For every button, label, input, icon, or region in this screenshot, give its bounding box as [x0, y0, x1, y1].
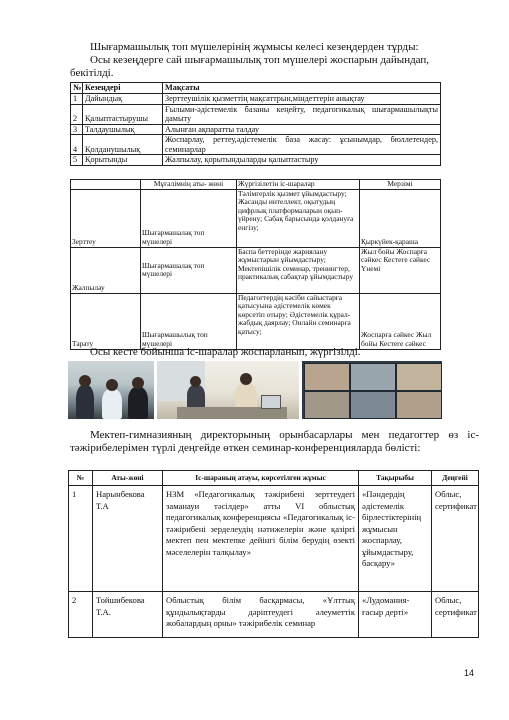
event-activities: Педагогтердің кәсіби сайыстарға қатысуына әдістемелік көмек көрсетіп отыру; Әдістемелік құрал- жабдық даярлау; Онлайн семинарға қатысу; — [237, 293, 360, 349]
events-table — [70, 179, 441, 350]
event-term: Қыркүйек-қараша — [360, 189, 441, 247]
table-row — [71, 104, 441, 124]
stages-header-stage: Кезеңдері — [83, 83, 163, 94]
event-activities: Тәлімгерлік қызмет ұйымдастыру; Жасанды интеллект, оқытудың цифрлық платформаларын оқып-үйрену; Сабақ барысында қолдануға енгізу; — [237, 189, 360, 247]
stage-name: Қорытынды — [83, 155, 163, 166]
stage-goal: Алынған ақпаратты талдау — [163, 124, 441, 135]
seminars-table — [68, 470, 479, 638]
photo-video-call — [302, 361, 442, 419]
seminar-level: Облыс, сертификат — [432, 486, 479, 592]
after-table-text: Осы кесте бойынша іс-шаралар жоспарланып, жүргізілді. — [90, 346, 361, 358]
stage-name: Талдаушылық — [83, 124, 163, 135]
seminar-level: Облыс, сертификат — [432, 592, 479, 638]
stage-num: 5 — [71, 155, 83, 166]
event-term: Жыл бойы Жоспарға сәйкес Кестеге сәйкес Үнемі — [360, 247, 441, 293]
stages-header-row — [71, 83, 441, 94]
seminar-topic: «Лудомания-ғасыр дерті» — [359, 592, 432, 638]
intro-line-1: Шығармашылық топ мүшелерінің жұмысы келесі кезеңдерден тұрды: — [90, 41, 419, 53]
page-number: 14 — [464, 668, 475, 678]
stage-goal: Жалпылау, қорытындыларды қалыптастыру — [163, 155, 441, 166]
table-row — [71, 124, 441, 135]
stage-goal: Ғылыми-әдістемелік базаны кеңейту, педагогикалық шығармашылықты дамыту — [163, 104, 441, 124]
seminar-num: 1 — [69, 486, 93, 592]
event-stage: Жалпылау — [71, 247, 141, 293]
stage-goal: Жоспарлау, реттеу,әдістемелік база жасау: ұсынымдар, бюллетендер, семинарлар — [163, 135, 441, 155]
events-header-row — [71, 180, 441, 190]
seminar-event: НЗМ «Педагогикалық тәжірибені зерттеудегі заманауи тәсілдер» атты VI облыстық педагогикалық конференциясы «Педагогикалық іс-тәжірибені зерделеудің нәтижелерін және қазіргі мектеп пен мектепке дейінгі білім берудің өзекті мәселелерін талқылау» — [163, 486, 359, 592]
event-teacher: Шығармашалақ топ мүшелері — [141, 189, 237, 247]
photo-strip — [68, 361, 443, 419]
event-teacher: Шығармашылық топ мүшелері — [141, 293, 237, 349]
stage-num: 2 — [71, 104, 83, 124]
stage-num: 4 — [71, 135, 83, 155]
seminars-header-num: № — [69, 471, 93, 486]
intro-line-2: Осы кезеңдерге сай шығармашылық топ мүшелері жоспарын дайындап, бекітілді. — [70, 54, 430, 79]
photo-classroom — [68, 361, 154, 419]
stage-name: Қалыптастырушы — [83, 104, 163, 124]
stage-name: Дайындық — [83, 94, 163, 105]
seminars-header-level: Деңгейі — [432, 471, 479, 486]
events-header-activities: Жүргізілетін іс-шаралар — [237, 180, 360, 190]
event-stage: Тарату — [71, 293, 141, 349]
seminars-header-name: Аты-жөні — [93, 471, 163, 486]
seminars-header-event: Іс-шараның атауы, көрсетілген жұмыс — [163, 471, 359, 486]
seminars-header-row — [69, 471, 479, 486]
events-header-term: Мерзімі — [360, 180, 441, 190]
events-header-blank — [71, 180, 141, 190]
table-row — [69, 592, 479, 638]
table-row — [71, 155, 441, 166]
event-term: Жоспарға сәйкес Жыл бойы Кестеге сәйкес — [360, 293, 441, 349]
photo-seminar — [157, 361, 299, 419]
seminar-num: 2 — [69, 592, 93, 638]
seminar-name: Нарынбекова Т.А — [93, 486, 163, 592]
seminar-topic: «Пәндердің әдістемелік бірлестіктерінің жұмысын жоспарлау, ұйымдастыру, басқару» — [359, 486, 432, 592]
event-teacher: Шығармашалақ топ мүшелері — [141, 247, 237, 293]
event-stage: Зерттеу — [71, 189, 141, 247]
stages-table — [70, 82, 441, 166]
table-row — [71, 293, 441, 349]
stage-goal: Зерттеушілік қызметтің мақсаттрын,міндеттерін анықтау — [163, 94, 441, 105]
seminars-header-topic: Тақырыбы — [359, 471, 432, 486]
events-header-teacher: Мұғалімнің аты- жөні — [141, 180, 237, 190]
table-row — [71, 135, 441, 155]
stage-num: 3 — [71, 124, 83, 135]
seminars-intro: Мектеп-гимназияның директорының орынбасарлары мен педагогтер өз іс-тәжірибелерімен түрлі деңгейде өткен семинар-конференцияларда бөлісті: — [70, 429, 479, 454]
stage-num: 1 — [71, 94, 83, 105]
table-row — [71, 94, 441, 105]
table-row — [71, 189, 441, 247]
seminar-name: Тойшибекова Т.А. — [93, 592, 163, 638]
event-activities: Баспа беттерінде жариялану жұмыстарын ұйымдастыру; Мектепішілік семинар, тренингтер, практикалық сабақтар ұйымдастыру — [237, 247, 360, 293]
table-row — [71, 247, 441, 293]
seminar-event: Облыстық білім басқармасы, «Ұлттық құндылықтарды дәріптеудегі әлеуметтік жобалардың орны» тәжірибелік семинар — [163, 592, 359, 638]
table-row — [69, 486, 479, 592]
stages-header-goal: Мақсаты — [163, 83, 441, 94]
stages-header-num: № — [71, 83, 83, 94]
stage-name: Қолданушылық — [83, 135, 163, 155]
